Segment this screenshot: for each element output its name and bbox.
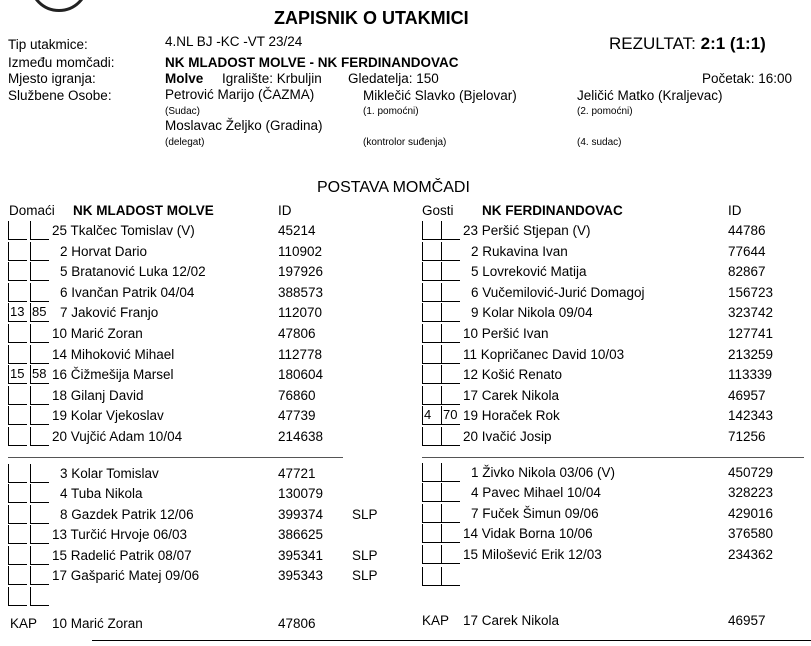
home-player-id: 395341 xyxy=(278,547,324,563)
away-minute-box: 4 xyxy=(422,406,441,425)
fourth-official-role: (4. sudac) xyxy=(577,137,622,148)
home-player-id: 399374 xyxy=(278,506,324,522)
home-team-name: NK MLADOST MOLVE xyxy=(73,203,214,218)
away-team-name: NK FERDINANDOVAC xyxy=(482,203,623,218)
home-player-name: 16 Čižmešija Marsel xyxy=(52,367,174,383)
home-player-id: 388573 xyxy=(278,284,324,300)
home-minute-box xyxy=(30,505,49,524)
away-player-id: 113339 xyxy=(728,367,773,383)
away-player-id: 46957 xyxy=(728,387,766,403)
referee-role: (Sudac) xyxy=(165,106,201,117)
home-minute-box: 58 xyxy=(30,365,49,384)
away-minute-box xyxy=(422,262,441,281)
away-player-name: 11 Kopričanec David 10/03 xyxy=(463,346,625,362)
assistant2-role: (2. pomoćni) xyxy=(577,106,633,117)
away-divider xyxy=(422,457,804,458)
away-minute-box xyxy=(422,545,441,564)
away-id-header: ID xyxy=(728,203,742,218)
home-player-id: 76860 xyxy=(278,387,316,403)
home-player-id: 45214 xyxy=(278,223,316,238)
away-minute-box xyxy=(441,463,460,482)
tip-label: Tip utakmice: xyxy=(8,37,88,52)
away-player-id: 71256 xyxy=(728,429,766,444)
home-player-name: 8 Gazdek Patrik 12/06 xyxy=(60,506,194,522)
home-player-id: 112070 xyxy=(278,305,323,321)
home-minute-box xyxy=(30,484,49,503)
away-player-name: 10 Peršić Ivan xyxy=(463,326,549,341)
away-minute-box xyxy=(441,504,460,523)
home-player-note: SLP xyxy=(352,568,378,583)
away-player-name: 5 Lovreković Matija xyxy=(471,264,587,280)
venue-value: Molve xyxy=(165,71,204,86)
home-player-name: 20 Vujčić Adam 10/04 xyxy=(52,429,183,444)
away-player-name: 15 Milošević Erik 12/03 xyxy=(463,546,602,562)
away-player-id: 234362 xyxy=(728,546,774,562)
away-minute-box xyxy=(441,365,460,384)
home-minute-box xyxy=(8,262,27,281)
away-minute-box xyxy=(422,324,441,343)
away-player-name: 6 Vučemilović-Jurić Domagoj xyxy=(471,284,645,300)
home-minute-box xyxy=(8,427,27,446)
home-player-name: 5 Bratanović Luka 12/02 xyxy=(60,264,206,280)
away-player-name: 9 Kolar Nikola 09/04 xyxy=(471,305,593,321)
home-player-note: SLP xyxy=(352,547,378,563)
away-player-name: 19 Horaček Rok xyxy=(463,408,560,424)
away-minute-box xyxy=(441,242,460,261)
home-minute-box xyxy=(30,283,49,302)
away-minute-box xyxy=(422,242,441,261)
home-minute-box xyxy=(30,546,49,565)
away-player-id: 142343 xyxy=(728,408,774,424)
home-player-name: 13 Turčić Hrvoje 06/03 xyxy=(52,527,188,543)
home-minute-box xyxy=(30,427,49,446)
tip-value: 4.NL BJ -KC -VT 23/24 xyxy=(165,34,303,49)
away-player-id: 127741 xyxy=(728,326,774,341)
home-player-name: 25 Tkalčec Tomislav (V) xyxy=(52,223,195,238)
home-minute-box xyxy=(8,386,27,405)
home-minute-box xyxy=(8,221,27,240)
away-minute-box xyxy=(441,386,460,405)
away-minute-box xyxy=(422,345,441,364)
away-player-id: 82867 xyxy=(728,264,766,280)
home-player-name: 2 Horvat Dario xyxy=(60,243,148,259)
delegate-role: (delegat) xyxy=(165,137,205,148)
home-id-header: ID xyxy=(278,203,292,218)
kickoff-value: Početak: 16:00 xyxy=(702,71,793,86)
away-player-id: 156723 xyxy=(728,284,774,300)
home-player-id: 214638 xyxy=(278,429,324,444)
home-empty-box xyxy=(30,587,49,606)
away-player-name: 2 Rukavina Ivan xyxy=(471,243,568,259)
home-minute-box xyxy=(8,242,27,261)
home-player-id: 386625 xyxy=(278,527,324,543)
result-label: REZULTAT: xyxy=(609,34,696,53)
home-player-id: 47721 xyxy=(278,466,316,481)
section-title: POSTAVA MOMČADI xyxy=(317,179,470,196)
home-player-id: 112778 xyxy=(278,346,323,362)
away-minute-box xyxy=(441,324,460,343)
home-minute-box xyxy=(30,525,49,544)
page-title: ZAPISNIK O UTAKMICI xyxy=(274,8,469,28)
away-minute-box xyxy=(422,303,441,322)
away-empty-box xyxy=(422,567,441,586)
home-minute-box xyxy=(8,505,27,524)
home-player-name: 15 Radelić Patrik 08/07 xyxy=(52,547,192,563)
away-minute-box xyxy=(422,365,441,384)
away-minute-box xyxy=(441,221,460,240)
home-minute-box xyxy=(8,324,27,343)
home-minute-box xyxy=(30,566,49,585)
away-minute-box xyxy=(422,483,441,502)
away-captain-label: KAP xyxy=(422,613,450,628)
home-minute-box xyxy=(30,464,49,483)
away-player-id: 77644 xyxy=(728,243,766,259)
home-player-name: 19 Kolar Vjekoslav xyxy=(52,408,164,424)
home-player-name: 10 Marić Zoran xyxy=(52,326,143,341)
venue-label: Mjesto igranja: xyxy=(8,71,96,86)
away-player-id: 213259 xyxy=(728,346,774,362)
away-player-id: 450729 xyxy=(728,465,774,480)
home-minute-box xyxy=(8,464,27,483)
referee-name: Petrović Marijo (ČAZMA) xyxy=(165,87,315,102)
home-player-name: 14 Mihoković Mihael xyxy=(52,346,175,362)
away-minute-box xyxy=(422,463,441,482)
home-minute-box xyxy=(30,324,49,343)
home-player-name: 6 Ivančan Patrik 04/04 xyxy=(60,284,195,300)
away-player-id: 429016 xyxy=(728,505,774,521)
club-logo xyxy=(29,0,89,12)
away-player-name: 1 Živko Nikola 03/06 (V) xyxy=(471,465,616,480)
assistant2-name: Jeličić Matko (Kraljevac) xyxy=(577,88,723,103)
away-minute-box xyxy=(422,221,441,240)
home-minute-box xyxy=(30,262,49,281)
away-minute-box xyxy=(441,427,460,446)
teams-value: NK MLADOST MOLVE - NK FERDINANDOVAC xyxy=(165,55,459,70)
delegate-name: Moslavac Željko (Gradina) xyxy=(165,118,323,133)
away-empty-box xyxy=(441,567,460,586)
away-player-id: 323742 xyxy=(728,305,774,321)
teams-label: Između momčadi: xyxy=(8,55,115,70)
home-player-name: 17 Gašparić Matej 09/06 xyxy=(52,568,200,583)
home-minute-box xyxy=(30,386,49,405)
away-player-id: 44786 xyxy=(728,223,766,238)
home-player-note: SLP xyxy=(352,506,378,522)
home-player-id: 47806 xyxy=(278,326,316,341)
home-divider xyxy=(8,457,343,458)
away-minute-box xyxy=(441,262,460,281)
away-player-id: 376580 xyxy=(728,526,774,542)
bottom-table-edge xyxy=(92,640,811,646)
away-minute-box xyxy=(441,545,460,564)
home-player-id: 180604 xyxy=(278,367,324,383)
home-minute-box: 85 xyxy=(30,303,49,322)
away-minute-box xyxy=(441,283,460,302)
away-minute-box xyxy=(422,524,441,543)
home-minute-box xyxy=(8,525,27,544)
away-minute-box xyxy=(422,427,441,446)
home-player-name: 4 Tuba Nikola xyxy=(60,486,143,502)
away-player-id: 328223 xyxy=(728,485,774,501)
attendance-value: Gledatelja: 150 xyxy=(348,71,439,86)
away-captain-id: 46957 xyxy=(728,613,766,628)
home-minute-box xyxy=(8,484,27,503)
home-minute-box xyxy=(30,242,49,261)
away-side-label: Gosti xyxy=(422,203,454,218)
home-minute-box: 13 xyxy=(8,303,27,322)
assistant1-name: Miklečić Slavko (Bjelovar) xyxy=(363,88,517,103)
away-player-name: 4 Pavec Mihael 10/04 xyxy=(471,485,601,501)
result-line xyxy=(609,34,766,54)
home-empty-box xyxy=(8,587,27,606)
away-player-name: 17 Carek Nikola xyxy=(463,387,560,403)
away-player-name: 20 Ivačić Josip xyxy=(463,429,552,444)
home-minute-box xyxy=(30,221,49,240)
supervisor-role: (kontrolor suđenja) xyxy=(363,137,447,148)
home-player-id: 395343 xyxy=(278,568,324,583)
home-player-id: 197926 xyxy=(278,264,324,280)
away-minute-box xyxy=(422,283,441,302)
home-minute-box xyxy=(30,406,49,425)
away-player-name: 7 Fuček Šimun 09/06 xyxy=(471,505,599,521)
home-player-id: 47739 xyxy=(278,408,316,424)
away-captain-player: 17 Carek Nikola xyxy=(463,613,560,628)
away-minute-box xyxy=(441,483,460,502)
away-minute-box xyxy=(441,303,460,322)
away-player-name: 23 Peršić Stjepan (V) xyxy=(463,223,591,238)
home-minute-box xyxy=(8,283,27,302)
away-minute-box xyxy=(422,504,441,523)
pitch-value: Igralište: Krbuljin xyxy=(222,71,322,86)
home-captain-player: 10 Marić Zoran xyxy=(52,616,143,631)
home-minute-box xyxy=(30,345,49,364)
home-side-label: Domaći xyxy=(9,203,55,218)
officials-label: Službene Osobe: xyxy=(8,88,112,103)
home-captain-id: 47806 xyxy=(278,616,316,631)
away-player-name: 14 Vidak Borna 10/06 xyxy=(463,526,593,542)
home-player-id: 110902 xyxy=(278,243,323,259)
home-player-id: 130079 xyxy=(278,486,324,502)
away-minute-box: 70 xyxy=(441,406,460,425)
home-minute-box xyxy=(8,566,27,585)
assistant1-role: (1. pomoćni) xyxy=(363,106,419,117)
result-value: 2:1 (1:1) xyxy=(700,34,766,53)
home-player-name: 7 Jaković Franjo xyxy=(60,305,159,321)
home-minute-box: 15 xyxy=(8,365,27,384)
home-player-name: 3 Kolar Tomislav xyxy=(60,466,159,481)
home-minute-box xyxy=(8,546,27,565)
away-minute-box xyxy=(422,386,441,405)
away-player-name: 12 Košić Renato xyxy=(463,367,563,383)
home-minute-box xyxy=(8,406,27,425)
home-captain-label: KAP xyxy=(10,616,38,631)
away-minute-box xyxy=(441,524,460,543)
home-player-name: 18 Gilanj David xyxy=(52,387,144,403)
away-minute-box xyxy=(441,345,460,364)
home-minute-box xyxy=(8,345,27,364)
